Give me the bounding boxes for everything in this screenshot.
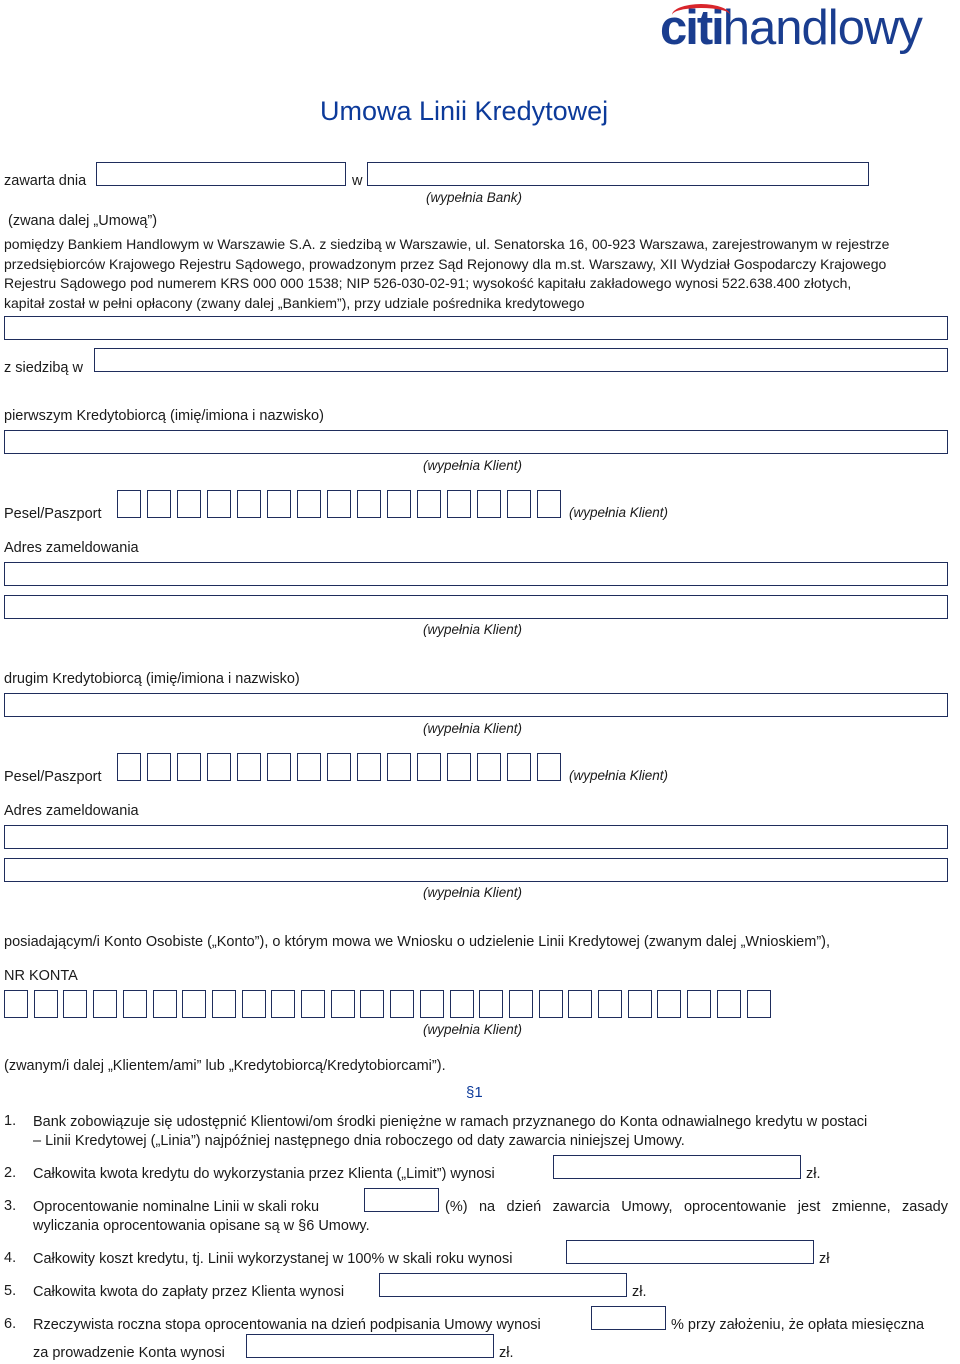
account-number-cell-7[interactable] — [182, 990, 206, 1018]
item-5-number: 5. — [4, 1283, 17, 1299]
borrower2-pesel-cell-10[interactable] — [387, 753, 411, 781]
borrower1-name-note: (wypełnia Klient) — [423, 458, 523, 473]
item-2-text: Całkowita kwota kredytu do wykorzystania przez Klienta („Limit”) wynosi — [33, 1166, 495, 1182]
parties-paragraph: pomiędzy Bankiem Handlowym w Warszawie S.A. z siedzibą w Warszawie, ul. Senatorska 16, 00-923 Warszawa, zarejestrowanym w rejestrze przedsiębiorców Krajowego Rejestru Sądowego, prowadzonym przez Sąd Rejonowy dla m.st. Warszawy, XII Wydział Gospodarczy Krajowego Rejestru Sądowego pod numerem KRS 000 000 1538; NIP 526-030-02-91; wysokość kapitału zakładowego wynosi 522.638.400 złotych, kapitał został w pełni opłacony (zwany dalej „Bankiem”), przy udziale pośrednika kredytowego — [4, 236, 890, 311]
borrower1-pesel-cell-2[interactable] — [147, 490, 171, 518]
limit-amount-input[interactable] — [553, 1155, 801, 1179]
borrower1-pesel-cell-12[interactable] — [447, 490, 471, 518]
account-number-cell-17[interactable] — [479, 990, 503, 1018]
borrower1-pesel-cell-8[interactable] — [327, 490, 351, 518]
borrower1-pesel-cell-4[interactable] — [207, 490, 231, 518]
item-4-suffix: zł — [819, 1251, 830, 1267]
borrower1-pesel-cell-7[interactable] — [297, 490, 321, 518]
borrower2-pesel-cell-14[interactable] — [507, 753, 531, 781]
account-number-cell-23[interactable] — [657, 990, 681, 1018]
borrower1-address-input-2[interactable] — [4, 595, 948, 619]
borrower2-address-input-2[interactable] — [4, 858, 948, 882]
apr-input[interactable] — [591, 1306, 666, 1330]
borrower1-name-input[interactable] — [4, 430, 948, 454]
place-input[interactable] — [367, 162, 869, 186]
account-number-cell-9[interactable] — [242, 990, 266, 1018]
item-4-number: 4. — [4, 1250, 17, 1266]
borrower2-pesel-cell-2[interactable] — [147, 753, 171, 781]
borrower1-pesel-cell-10[interactable] — [387, 490, 411, 518]
account-number-cell-20[interactable] — [568, 990, 592, 1018]
konto-paragraph: posiadającym/i Konto Osobiste („Konto”), o którym mowa we Wniosku o udzielenie Linii Kredytowej (zwanym dalej „Wnioskiem”), — [4, 934, 831, 950]
label-zwana-dalej: (zwana dalej „Umową”) — [8, 213, 158, 229]
borrower1-pesel-label: Pesel/Paszport — [4, 506, 102, 522]
account-number-cell-11[interactable] — [301, 990, 325, 1018]
borrower2-address-label: Adres zameldowania — [4, 803, 139, 819]
borrower1-address-label: Adres zameldowania — [4, 540, 139, 556]
citi-handlowy-logo: citihandlowy — [660, 1, 922, 55]
item-6-suffix: % przy założeniu, że opłata miesięczna — [671, 1317, 925, 1333]
label-z-siedziba: z siedzibą w — [4, 360, 83, 376]
item-3-number: 3. — [4, 1198, 17, 1214]
account-number-cell-6[interactable] — [153, 990, 177, 1018]
borrower1-pesel-cell-6[interactable] — [267, 490, 291, 518]
logo-arc-icon — [672, 4, 730, 26]
item-3-line2: wyliczania oprocentowania opisane są w §6 Umowy. — [33, 1218, 370, 1234]
borrower1-pesel-cell-11[interactable] — [417, 490, 441, 518]
monthly-fee-input[interactable] — [246, 1334, 494, 1358]
borrower2-pesel-cell-6[interactable] — [267, 753, 291, 781]
account-number-cell-16[interactable] — [450, 990, 474, 1018]
borrower1-heading: pierwszym Kredytobiorcą (imię/imiona i nazwisko) — [4, 408, 324, 424]
label-zawarta-dnia: zawarta dnia — [4, 173, 87, 189]
borrower1-pesel-cell-13[interactable] — [477, 490, 501, 518]
account-number-cell-24[interactable] — [687, 990, 711, 1018]
intermediary-input[interactable] — [4, 316, 948, 340]
item-2-number: 2. — [4, 1165, 17, 1181]
account-number-cell-12[interactable] — [331, 990, 355, 1018]
borrower2-address-note: (wypełnia Klient) — [423, 885, 523, 900]
account-number-cell-15[interactable] — [420, 990, 444, 1018]
total-cost-input[interactable] — [566, 1240, 814, 1264]
konto-note: (wypełnia Klient) — [423, 1022, 523, 1037]
borrower2-name-note: (wypełnia Klient) — [423, 721, 523, 736]
intermediary-seat-input[interactable] — [94, 348, 948, 372]
label-w: w — [352, 173, 363, 189]
section-symbol: §1 — [466, 1084, 483, 1101]
note-wypelnia-bank: (wypełnia Bank) — [426, 190, 523, 205]
account-number-cell-22[interactable] — [628, 990, 652, 1018]
borrower1-pesel-cell-1[interactable] — [117, 490, 141, 518]
borrower2-address-input-1[interactable] — [4, 825, 948, 849]
page-title: Umowa Linii Kredytowej — [320, 96, 609, 126]
account-number-cell-13[interactable] — [360, 990, 384, 1018]
item-1-line1: Bank zobowiązuje się udostępnić Klientowi/om środki pieniężne w ramach przyznanego do Konta odnawialnego kredytu w postaci — [33, 1114, 868, 1130]
borrower2-pesel-cell-13[interactable] — [477, 753, 501, 781]
item-5-suffix: zł. — [632, 1284, 647, 1300]
borrower2-pesel-label: Pesel/Paszport — [4, 769, 102, 785]
item-5-text: Całkowita kwota do zapłaty przez Klienta wynosi — [33, 1284, 345, 1300]
borrower2-pesel-note: (wypełnia Klient) — [569, 768, 669, 783]
account-number-cell-21[interactable] — [598, 990, 622, 1018]
interest-rate-input[interactable] — [364, 1188, 439, 1212]
borrower1-address-note: (wypełnia Klient) — [423, 622, 523, 637]
item-3-text: Oprocentowanie nominalne Linii w skali roku — [33, 1199, 320, 1215]
borrower2-pesel-cell-5[interactable] — [237, 753, 261, 781]
item-6-text: Rzeczywista roczna stopa oprocentowania na dzień podpisania Umowy wynosi — [33, 1317, 541, 1333]
account-number-cell-1[interactable] — [4, 990, 28, 1018]
account-number-cell-10[interactable] — [271, 990, 295, 1018]
borrower1-pesel-cell-15[interactable] — [537, 490, 561, 518]
borrower2-pesel-cell-3[interactable] — [177, 753, 201, 781]
account-number-cell-26[interactable] — [747, 990, 771, 1018]
account-number-cell-4[interactable] — [93, 990, 117, 1018]
borrower2-name-input[interactable] — [4, 693, 948, 717]
account-number-cell-14[interactable] — [390, 990, 414, 1018]
item-1-line2: – Linii Kredytowej („Linia”) najpóźniej następnego dnia roboczego od daty zawarcia niniejszej Umowy. — [33, 1133, 685, 1149]
borrower2-heading: drugim Kredytobiorcą (imię/imiona i nazwisko) — [4, 671, 300, 687]
borrower1-pesel-cell-5[interactable] — [237, 490, 261, 518]
borrower2-pesel-cell-4[interactable] — [207, 753, 231, 781]
borrower2-pesel-cell-11[interactable] — [417, 753, 441, 781]
borrower2-pesel-cell-8[interactable] — [327, 753, 351, 781]
item-6-line2-suffix: zł. — [499, 1345, 514, 1361]
item-6-number: 6. — [4, 1316, 17, 1332]
account-number-cell-8[interactable] — [212, 990, 236, 1018]
total-payment-input[interactable] — [379, 1273, 627, 1297]
account-number-cell-19[interactable] — [539, 990, 563, 1018]
borrower2-pesel-cell-15[interactable] — [537, 753, 561, 781]
account-number-cell-5[interactable] — [123, 990, 147, 1018]
borrower2-pesel-cell-9[interactable] — [357, 753, 381, 781]
item-6-line2: za prowadzenie Konta wynosi — [33, 1345, 225, 1361]
borrower1-pesel-note: (wypełnia Klient) — [569, 505, 669, 520]
account-number-cell-18[interactable] — [509, 990, 533, 1018]
account-number-cell-2[interactable] — [34, 990, 58, 1018]
zwanym-text: (zwanym/i dalej „Klientem/ami” lub „Kredytobiorcą/Kredytobiorcami”). — [4, 1058, 446, 1074]
borrower1-address-input-1[interactable] — [4, 562, 948, 586]
borrower2-pesel-cell-12[interactable] — [447, 753, 471, 781]
borrower2-pesel-cell-1[interactable] — [117, 753, 141, 781]
borrower1-pesel-cell-9[interactable] — [357, 490, 381, 518]
item-2-suffix: zł. — [806, 1166, 821, 1182]
borrower1-pesel-cell-3[interactable] — [177, 490, 201, 518]
item-1-number: 1. — [4, 1113, 17, 1129]
item-3-suffix: (%) na dzień zawarcia Umowy, oprocentowanie jest zmienne, zasady — [445, 1199, 948, 1215]
date-input[interactable] — [96, 162, 346, 186]
nr-konta-label: NR KONTA — [4, 968, 78, 984]
account-number-cell-3[interactable] — [63, 990, 87, 1018]
account-number-cell-25[interactable] — [717, 990, 741, 1018]
borrower2-pesel-cell-7[interactable] — [297, 753, 321, 781]
item-4-text: Całkowity koszt kredytu, tj. Linii wykorzystanej w 100% w skali roku wynosi — [33, 1251, 513, 1267]
borrower1-pesel-cell-14[interactable] — [507, 490, 531, 518]
